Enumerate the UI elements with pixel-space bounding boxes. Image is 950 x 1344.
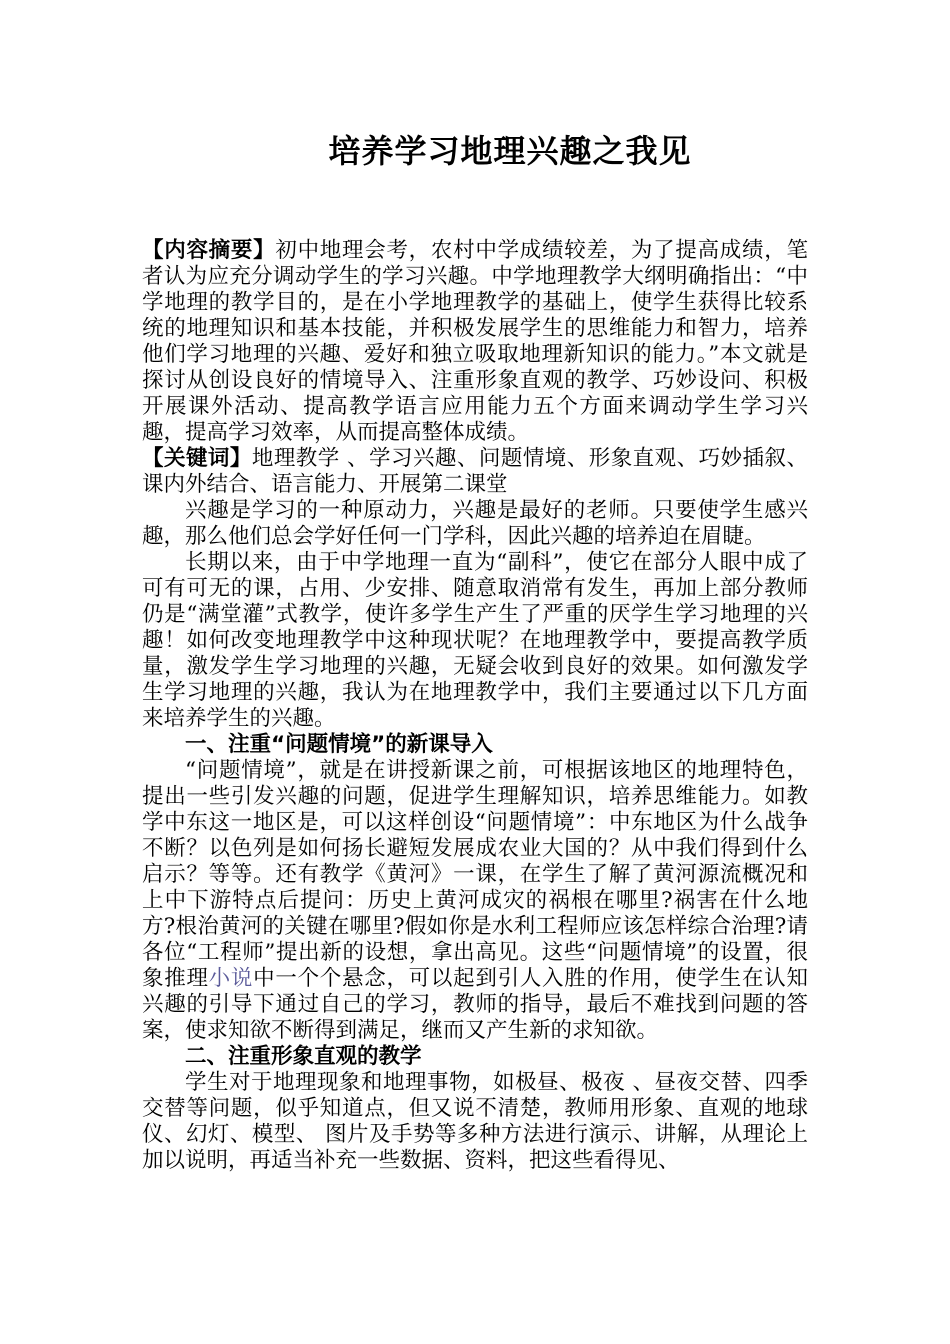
section-heading: 一、注重“问题情境”的新课导入 [185,732,493,757]
keywords-paragraph [142,446,808,498]
section-text: 中一个个悬念，可以起到引人入胜的作用，使学生在认知兴趣的引导下通过自己的学习，教师的指导，最后不难找到问题的答案，使求知欲不断得到满足，继而又产生新的求知欲。 [142,966,808,1043]
document-title: 培养学习地理兴趣之我见 [328,132,692,170]
section-text: “问题情境”，就是在讲授新课之前，可根据该地区的地理特色，提出一些引发兴趣的问题，促进学生理解知识，培养思维能力。如教学中东这一地区是，可以这样创设“问题情境”：中东地区为什么战争不断？以色列是如何扬长避短发展成农业大国的？从中我们得到什么启示？等等。还有教学《黄河》一课，在学生了解了黄河源流概况和上中下游特点后提问：历史上黄河成灾的祸根在哪里?祸害在什么地方?根治黄河的关键在哪里?假如你是水利工程师应该怎样综合治理?请各位“工程师”提出新的设想，拿出高见。这些“问题情境”的设置，很象推理 [142,758,808,991]
abstract-paragraph [142,238,808,446]
section-heading: 二、注重形象直观的教学 [185,1044,422,1069]
section-paragraph: 学生对于地理现象和地理事物，如极昼、极夜 、昼夜交替、四季交替等问题，似乎知道点，但又说不清楚，教师用形象、直观的地球仪、幻灯、模型、 图片及手势等多种方法进行演示、讲解，从理论上加以说明，再适当补充一些数据、资料，把这些看得见、 [142,1070,808,1173]
abstract-label: 【内容摘要】 [142,238,276,263]
keywords-text: 地理教学 、学习兴趣、问题情境、形象直观、巧妙插叙、课内外结合、语言能力、开展第二课堂 [142,446,808,497]
intro-paragraph: 长期以来，由于中学地理一直为“副科”，使它在部分人眼中成了可有可无的课，占用、少安排、随意取消常有发生，再加上部分教师仍是“满堂灌”式教学，使许多学生产生了严重的厌学生学习地理的兴趣！如何改变地理教学中这种现状呢？在地理教学中，要提高教学质量，激发学生学习地理的兴趣，无疑会收到良好的效果。如何激发学生学习地理的兴趣，我认为在地理教学中，我们主要通过以下几方面来培养学生的兴趣。 [142,550,808,731]
abstract-text: 初中地理会考，农村中学成绩较差，为了提高成绩，笔者认为应充分调动学生的学习兴趣。中学地理教学大纲明确指出：“中学地理的教学目的，是在小学地理教学的基础上，使学生获得比较系统的地理知识和基本技能，并积极发展学生的思维能力和智力，培养他们学习地理的兴趣、爱好和独立吸取地理新知识的能力。”本文就是探讨从创设良好的情境导入、注重形象直观的教学、巧妙设问、积极开展课外活动、提高教学语言应用能力五个方面来调动学生学习兴趣，提高学习效率，从而提高整体成绩。 [142,238,808,445]
novel-link[interactable]: 小说 [208,966,254,991]
keywords-label: 【关键词】 [142,446,252,471]
intro-paragraph: 兴趣是学习的一种原动力，兴趣是最好的老师。只要使学生感兴趣，那么他们总会学好任何一门学科，因此兴趣的培养迫在眉睫。 [142,498,808,549]
section-paragraph [142,758,808,1044]
document-body [142,238,808,1174]
